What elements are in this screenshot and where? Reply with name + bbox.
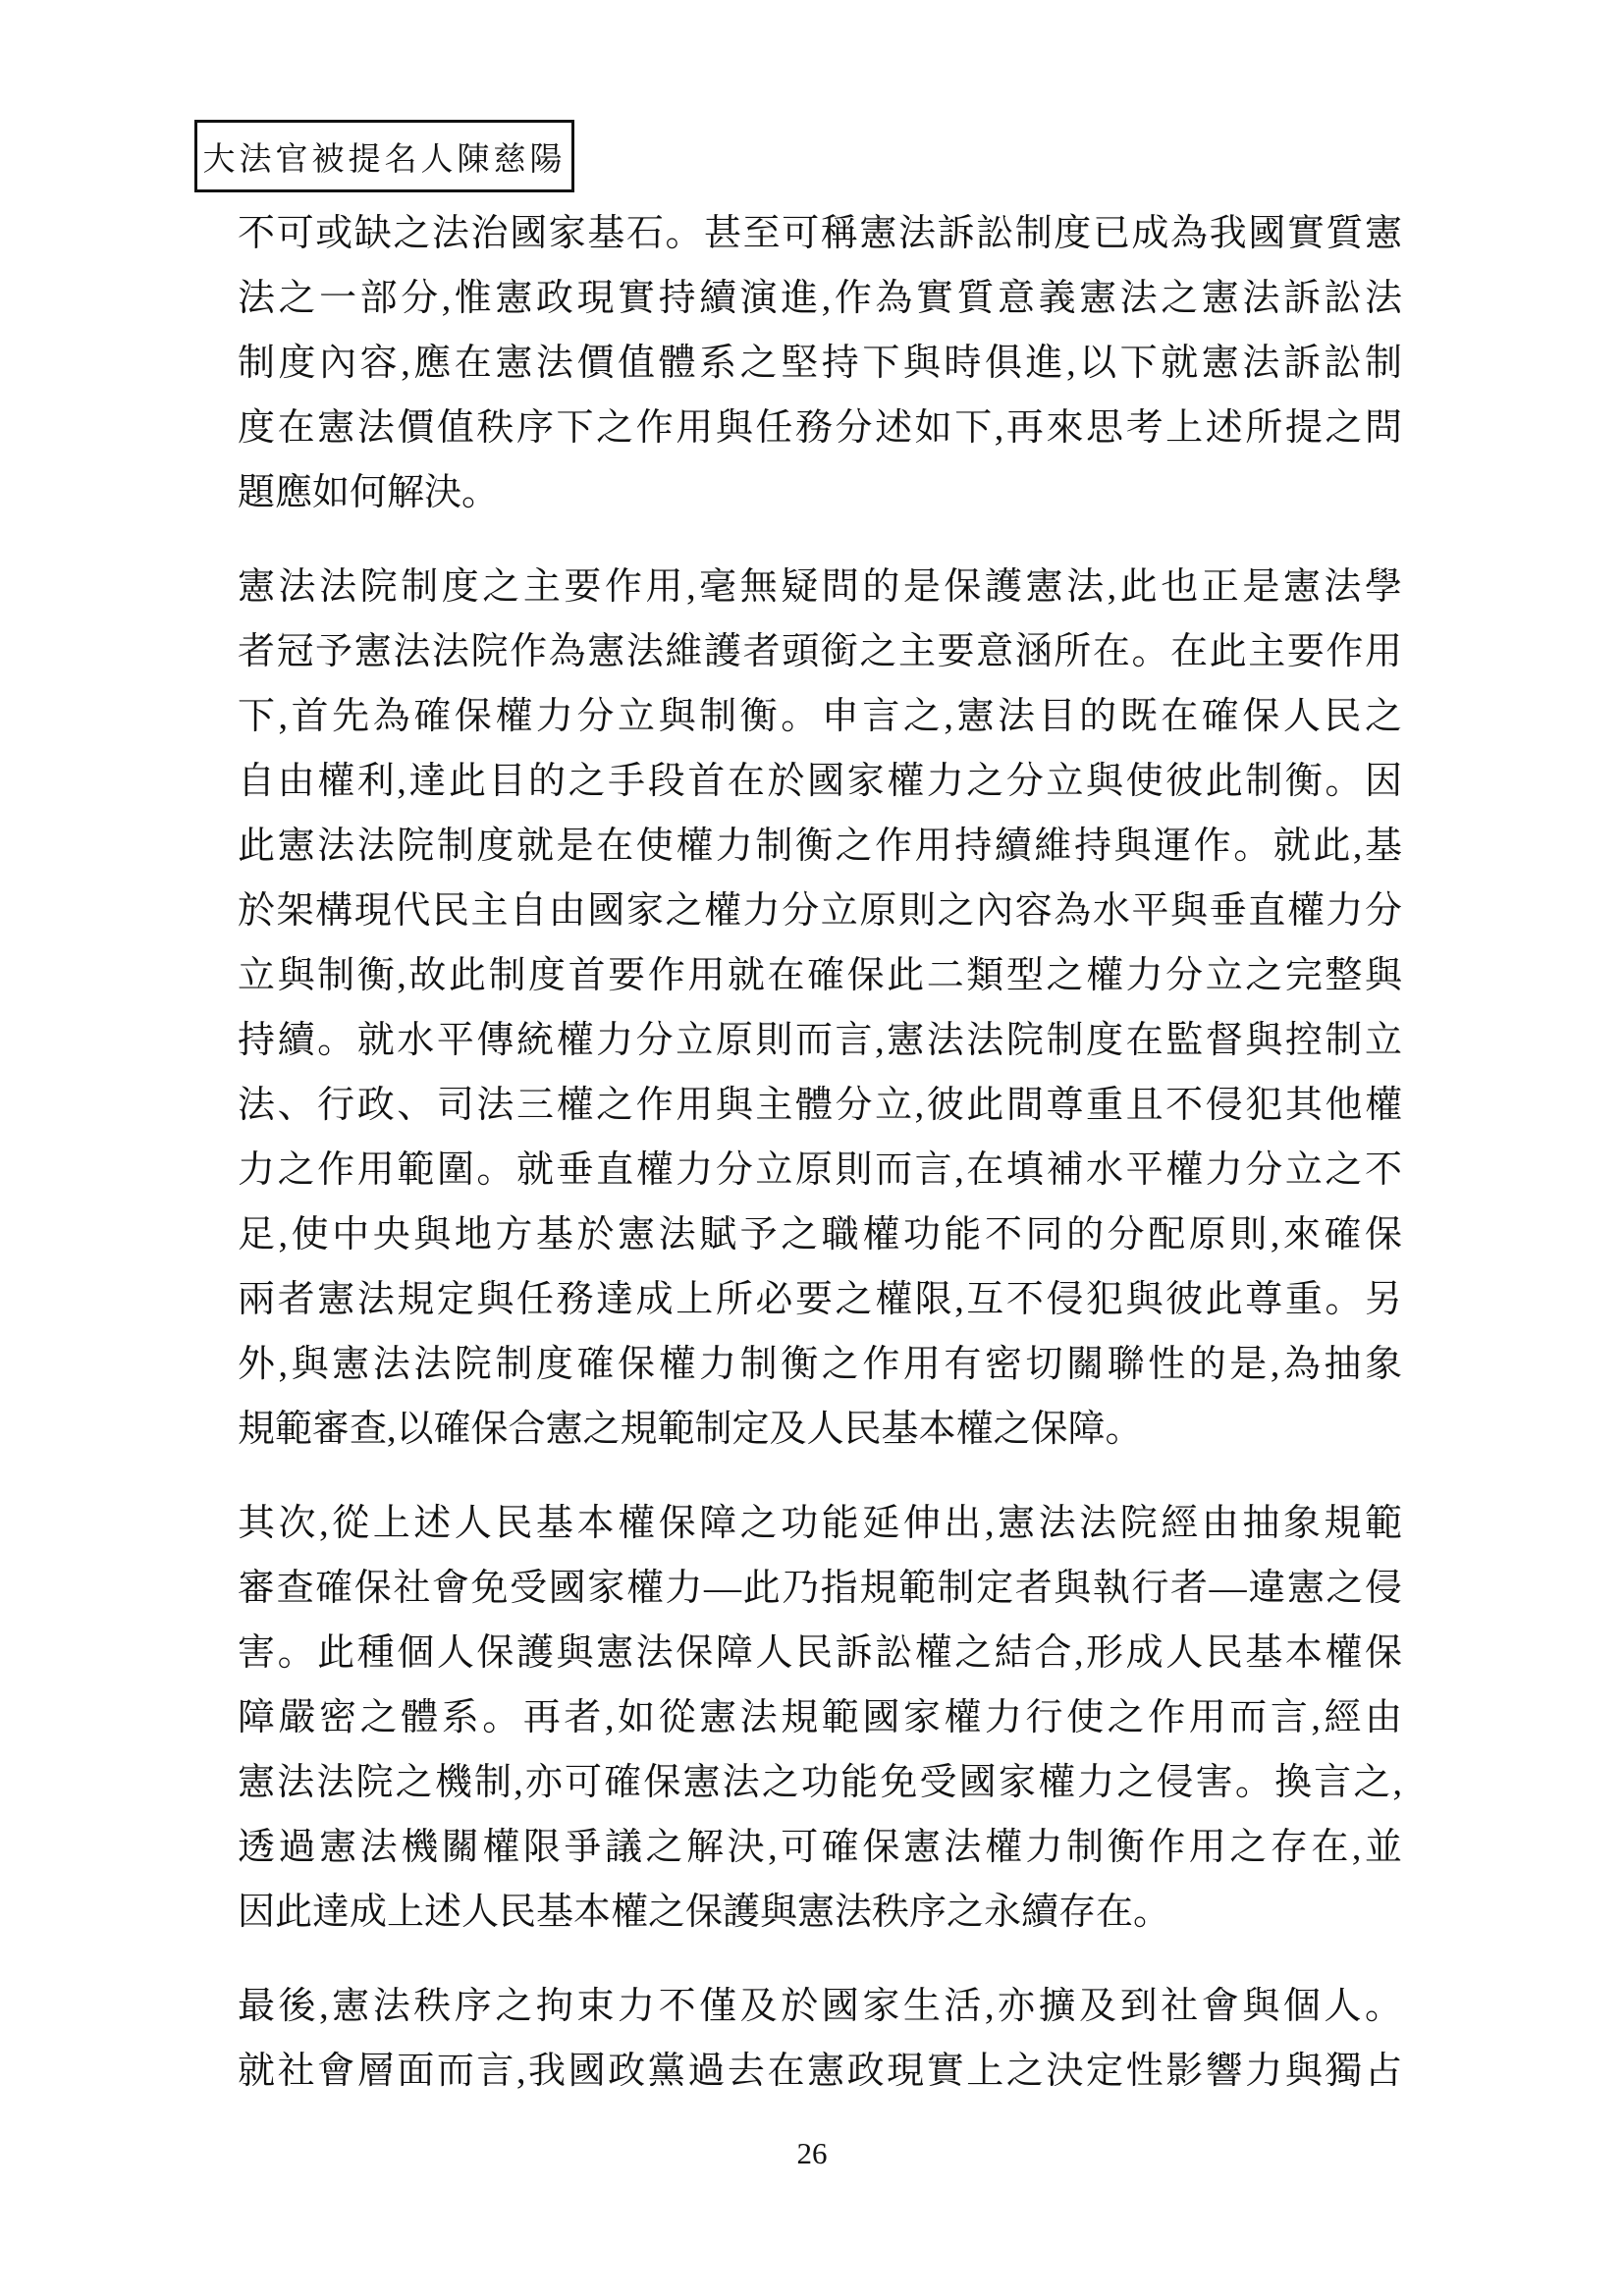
paragraph [238, 201, 1402, 525]
nominee-header-label: 大法官被提名人陳慈陽 [202, 141, 567, 178]
text-line: 外,與憲法法院制度確保權力制衡之作用有密切關聯性的是,為抽象 [238, 1344, 1402, 1385]
text-line: 障嚴密之體系。再者,如從憲法規範國家權力行使之作用而言,經由 [238, 1697, 1402, 1738]
text-line: 憲法法院制度之主要作用,毫無疑問的是保護憲法,此也正是憲法學 [238, 566, 1402, 608]
text-line: 就社會層面而言,我國政黨過去在憲政現實上之決定性影響力與獨占 [238, 2051, 1402, 2092]
text-line: 憲法法院之機制,亦可確保憲法之功能免受國家權力之侵害。換言之, [238, 1762, 1402, 1803]
text-line: 立與制衡,故此制度首要作用就在確保此二類型之權力分立之完整與 [238, 955, 1402, 996]
text-line: 者冠予憲法法院作為憲法維護者頭銜之主要意涵所在。在此主要作用 [238, 631, 1402, 672]
text-line: 此憲法法院制度就是在使權力制衡之作用持續維持與運作。就此,基 [238, 826, 1402, 867]
text-line: 不可或缺之法治國家基石。甚至可稱憲法訴訟制度已成為我國實質憲 [238, 213, 1402, 254]
text-line: 題應如何解決。 [238, 472, 500, 513]
text-line: 於架構現代民主自由國家之權力分立原則之內容為水平與垂直權力分 [238, 890, 1402, 932]
nominee-header-box [194, 120, 574, 192]
text-line: 足,使中央與地方基於憲法賦予之職權功能不同的分配原則,來確保 [238, 1214, 1402, 1255]
text-line: 自由權利,達此目的之手段首在於國家權力之分立與使彼此制衡。因 [238, 761, 1402, 802]
text-line: 審查確保社會免受國家權力—此乃指規範制定者與執行者—違憲之侵 [238, 1568, 1402, 1609]
page-number: 26 [796, 2136, 828, 2170]
text-line: 下,首先為確保權力分立與制衡。申言之,憲法目的既在確保人民之 [238, 696, 1402, 737]
paragraph [238, 1491, 1402, 1945]
paragraph [238, 1974, 1402, 2104]
text-line: 最後,憲法秩序之拘束力不僅及於國家生活,亦擴及到社會與個人。 [238, 1986, 1402, 2027]
paragraph [238, 555, 1402, 1462]
text-line: 法之一部分,惟憲政現實持續演進,作為實質意義憲法之憲法訴訟法 [238, 278, 1402, 319]
text-line: 力之作用範圍。就垂直權力分立原則而言,在填補水平權力分立之不 [238, 1149, 1402, 1191]
text-line: 度在憲法價值秩序下之作用與任務分述如下,再來思考上述所提之問 [238, 407, 1402, 449]
text-line: 害。此種個人保護與憲法保障人民訴訟權之結合,形成人民基本權保 [238, 1632, 1402, 1674]
text-line: 規範審查,以確保合憲之規範制定及人民基本權之保障。 [238, 1409, 1143, 1450]
text-line: 法、行政、司法三權之作用與主體分立,彼此間尊重且不侵犯其他權 [238, 1085, 1402, 1126]
text-line: 持續。就水平傳統權力分立原則而言,憲法法院制度在監督與控制立 [238, 1020, 1402, 1061]
text-line: 因此達成上述人民基本權之保護與憲法秩序之永續存在。 [238, 1892, 1171, 1933]
text-line: 兩者憲法規定與任務達成上所必要之權限,互不侵犯與彼此尊重。另 [238, 1279, 1402, 1320]
text-line: 透過憲法機關權限爭議之解決,可確保憲法權力制衡作用之存在,並 [238, 1827, 1402, 1868]
text-line: 其次,從上述人民基本權保障之功能延伸出,憲法法院經由抽象規範 [238, 1503, 1402, 1544]
text-line: 制度內容,應在憲法價值體系之堅持下與時俱進,以下就憲法訴訟制 [238, 343, 1402, 384]
body-text [238, 201, 1402, 2133]
